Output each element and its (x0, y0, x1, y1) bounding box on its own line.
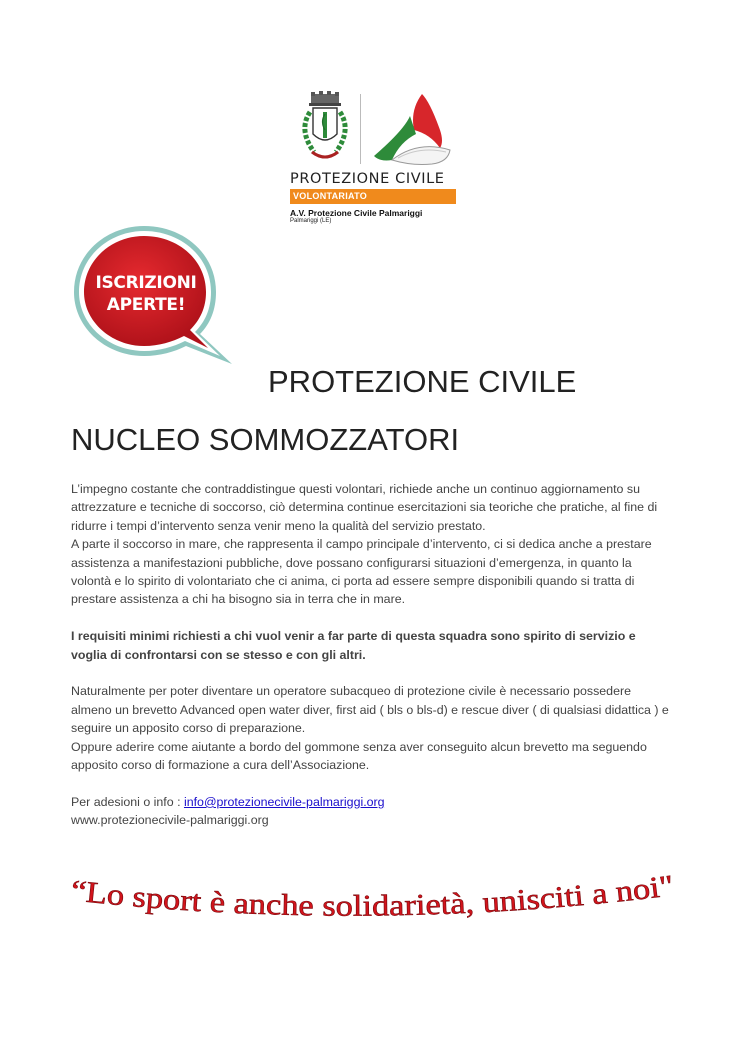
contact-prefix: Per adesioni o info : (71, 794, 184, 809)
page-title-line-1: PROTEZIONE CIVILE (268, 364, 577, 399)
logo-association-name: A.V. Protezione Civile Palmariggi (290, 208, 423, 218)
logo-org-name: PROTEZIONE CIVILE (290, 171, 445, 187)
badge-text (72, 272, 220, 316)
contact-email-link[interactable]: info@protezionecivile-palmariggi.org (183, 794, 385, 809)
paragraph-assistance: A parte il soccorso in mare, che rappresenta il campo principale d’intervento, ci si dedica anche a prestare assistenza a manifestazioni pubbliche, dove possano configurarsi situazioni d’emergenza, in quanto la volontà e lo spirito di volontariato che ci anima, ci porta ad essere sempre disponibili quando si tratta di prestare assistenza a chi ha bisogno sia in terra che in mare. (71, 537, 652, 607)
paragraph-certifications: Naturalmente per poter diventare un operatore subacqueo di protezione civile è necessario possedere almeno un brevetto Advanced open water diver, first aid ( bls o bls-d) e rescue diver ( di qualsiasi didattica ) e seguire un apposito corso di preparazione. (71, 684, 669, 736)
slogan-text: “Lo sport è anche solidarietà, unisciti a noi" (69, 872, 674, 923)
badge-line-2: APERTE! (106, 295, 186, 315)
website-text: www.protezionecivile-palmariggi.org (71, 813, 269, 828)
body-text (71, 480, 671, 830)
logo-location: Palmariggi (LE) (290, 218, 332, 224)
logo-volunteer-band: VOLONTARIATO (290, 189, 456, 204)
protezione-civile-logo (288, 88, 458, 228)
paragraph-requirements: I requisiti minimi richiesti a chi vuol venir a far parte di questa squadra sono spirito di servizio e voglia di confrontarsi con se stesso e con gli altri. (71, 629, 636, 662)
paragraph-commitment: L’impegno costante che contraddistingue questi volontari, richiede anche un continuo aggiornamento su attrezzature e tecniche di soccorso, ciò determina continue esercitazioni sia teoriche che pratiche, al fine di ridurre i tempi d’intervento senza venir meno la qualità del servizio prestato. (71, 482, 658, 533)
badge-line-1: ISCRIZIONI (95, 273, 197, 293)
civil-protection-triangle-icon (370, 90, 454, 168)
page-title-line-2: NUCLEO SOMMOZZATORI (71, 422, 460, 457)
registration-open-badge (72, 222, 242, 370)
contact-line (71, 793, 671, 811)
municipal-crest-icon (292, 90, 358, 164)
paragraph-boat-helper: Oppure aderire come aiutante a bordo del gommone senza aver conseguito alcun brevetto ma seguendo apposito corso di formazione a cura dell’Associazione. (71, 739, 647, 773)
slogan-banner (66, 872, 686, 942)
logo-divider (360, 94, 361, 164)
